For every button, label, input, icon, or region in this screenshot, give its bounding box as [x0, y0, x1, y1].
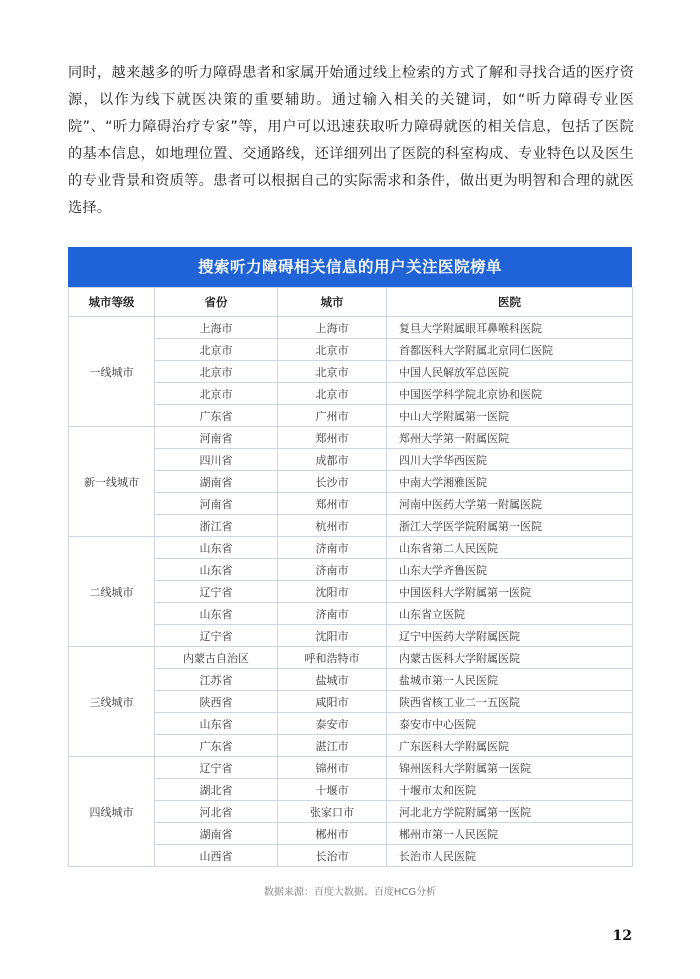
province-cell: 广东省 — [155, 405, 278, 427]
table-row — [69, 757, 633, 779]
header-city-tier: 城市等级 — [69, 288, 155, 317]
province-cell: 上海市 — [155, 317, 278, 339]
table-row — [69, 317, 633, 339]
city-cell: 北京市 — [278, 361, 387, 383]
province-cell: 山东省 — [155, 713, 278, 735]
province-cell: 陕西省 — [155, 691, 278, 713]
header-province: 省份 — [155, 288, 278, 317]
hospital-cell: 广东医科大学附属医院 — [387, 735, 633, 757]
city-tier-cell: 三线城市 — [69, 647, 155, 757]
province-cell: 山东省 — [155, 559, 278, 581]
hospital-cell: 中南大学湘雅医院 — [387, 471, 633, 493]
hospital-cell: 四川大学华西医院 — [387, 449, 633, 471]
city-cell: 郴州市 — [278, 823, 387, 845]
city-cell: 郑州市 — [278, 493, 387, 515]
hospital-cell: 辽宁中医药大学附属医院 — [387, 625, 633, 647]
province-cell: 湖南省 — [155, 471, 278, 493]
province-cell: 河南省 — [155, 493, 278, 515]
province-cell: 四川省 — [155, 449, 278, 471]
province-cell: 湖南省 — [155, 823, 278, 845]
city-cell: 沈阳市 — [278, 625, 387, 647]
city-cell: 锦州市 — [278, 757, 387, 779]
table-row — [69, 537, 633, 559]
city-cell: 成都市 — [278, 449, 387, 471]
hospital-cell: 河南中医药大学第一附属医院 — [387, 493, 633, 515]
hospital-cell: 浙江大学医学院附属第一医院 — [387, 515, 633, 537]
hospital-cell: 中国医学科学院北京协和医院 — [387, 383, 633, 405]
hospital-cell: 锦州医科大学附属第一医院 — [387, 757, 633, 779]
city-cell: 济南市 — [278, 559, 387, 581]
table-row — [69, 427, 633, 449]
hospital-cell: 内蒙古医科大学附属医院 — [387, 647, 633, 669]
city-cell: 呼和浩特市 — [278, 647, 387, 669]
hospital-cell: 山东省立医院 — [387, 603, 633, 625]
hospital-cell: 中山大学附属第一医院 — [387, 405, 633, 427]
city-cell: 上海市 — [278, 317, 387, 339]
hospital-cell: 首都医科大学附属北京同仁医院 — [387, 339, 633, 361]
hospital-cell: 中国人民解放军总医院 — [387, 361, 633, 383]
city-cell: 泰安市 — [278, 713, 387, 735]
province-cell: 湖北省 — [155, 779, 278, 801]
hospital-cell: 长治市人民医院 — [387, 845, 633, 867]
city-tier-cell: 二线城市 — [69, 537, 155, 647]
province-cell: 北京市 — [155, 361, 278, 383]
table-header-row — [69, 288, 633, 317]
hospital-cell: 陕西省核工业二一五医院 — [387, 691, 633, 713]
province-cell: 辽宁省 — [155, 757, 278, 779]
province-cell: 浙江省 — [155, 515, 278, 537]
ranking-table — [68, 287, 633, 867]
city-tier-cell: 一线城市 — [69, 317, 155, 427]
province-cell: 山东省 — [155, 537, 278, 559]
hospital-cell: 山东省第二人民医院 — [387, 537, 633, 559]
table-body — [69, 317, 633, 867]
hospital-cell: 河北北方学院附属第一医院 — [387, 801, 633, 823]
hospital-cell: 十堰市太和医院 — [387, 779, 633, 801]
city-cell: 长沙市 — [278, 471, 387, 493]
city-tier-cell: 四线城市 — [69, 757, 155, 867]
hospital-cell: 盐城市第一人民医院 — [387, 669, 633, 691]
province-cell: 广东省 — [155, 735, 278, 757]
hospital-ranking-table — [68, 247, 632, 867]
city-cell: 张家口市 — [278, 801, 387, 823]
city-cell: 长治市 — [278, 845, 387, 867]
province-cell: 北京市 — [155, 339, 278, 361]
data-source-note: 数据来源：百度大数据、百度HCG分析 — [263, 887, 437, 898]
header-city: 城市 — [278, 288, 387, 317]
city-cell: 咸阳市 — [278, 691, 387, 713]
header-hospital: 医院 — [387, 288, 633, 317]
page-number: 12 — [612, 928, 632, 944]
province-cell: 山西省 — [155, 845, 278, 867]
city-cell: 沈阳市 — [278, 581, 387, 603]
table-row — [69, 647, 633, 669]
city-cell: 郑州市 — [278, 427, 387, 449]
city-tier-cell: 新一线城市 — [69, 427, 155, 537]
hospital-cell: 复旦大学附属眼耳鼻喉科医院 — [387, 317, 633, 339]
city-cell: 济南市 — [278, 537, 387, 559]
province-cell: 山东省 — [155, 603, 278, 625]
province-cell: 河南省 — [155, 427, 278, 449]
province-cell: 河北省 — [155, 801, 278, 823]
city-cell: 杭州市 — [278, 515, 387, 537]
city-cell: 湛江市 — [278, 735, 387, 757]
province-cell: 北京市 — [155, 383, 278, 405]
hospital-cell: 山东大学齐鲁医院 — [387, 559, 633, 581]
city-cell: 济南市 — [278, 603, 387, 625]
hospital-cell: 中国医科大学附属第一医院 — [387, 581, 633, 603]
hospital-cell: 郑州大学第一附属医院 — [387, 427, 633, 449]
city-cell: 广州市 — [278, 405, 387, 427]
table-title: 搜索听力障碍相关信息的用户关注医院榜单 — [68, 247, 632, 287]
province-cell: 辽宁省 — [155, 581, 278, 603]
city-cell: 十堰市 — [278, 779, 387, 801]
province-cell: 江苏省 — [155, 669, 278, 691]
province-cell: 辽宁省 — [155, 625, 278, 647]
city-cell: 北京市 — [278, 383, 387, 405]
city-cell: 盐城市 — [278, 669, 387, 691]
province-cell: 内蒙古自治区 — [155, 647, 278, 669]
intro-paragraph: 同时，越来越多的听力障碍患者和家属开始通过线上检索的方式了解和寻找合适的医疗资源，以作为线下就医决策的重要辅助。通过输入相关的关键词，如“听力障碍专业医院”、“听力障碍治疗专家”等，用户可以迅速获取听力障碍就医的相关信息，包括了医院的基本信息，如地理位置、交通路线，还详细列出了医院的科室构成、专业特色以及医生的专业背景和资质等。患者可以根据自己的实际需求和条件，做出更为明智和合理的就医选择。 — [68, 65, 634, 216]
city-cell: 北京市 — [278, 339, 387, 361]
hospital-cell: 郴州市第一人民医院 — [387, 823, 633, 845]
hospital-cell: 泰安市中心医院 — [387, 713, 633, 735]
